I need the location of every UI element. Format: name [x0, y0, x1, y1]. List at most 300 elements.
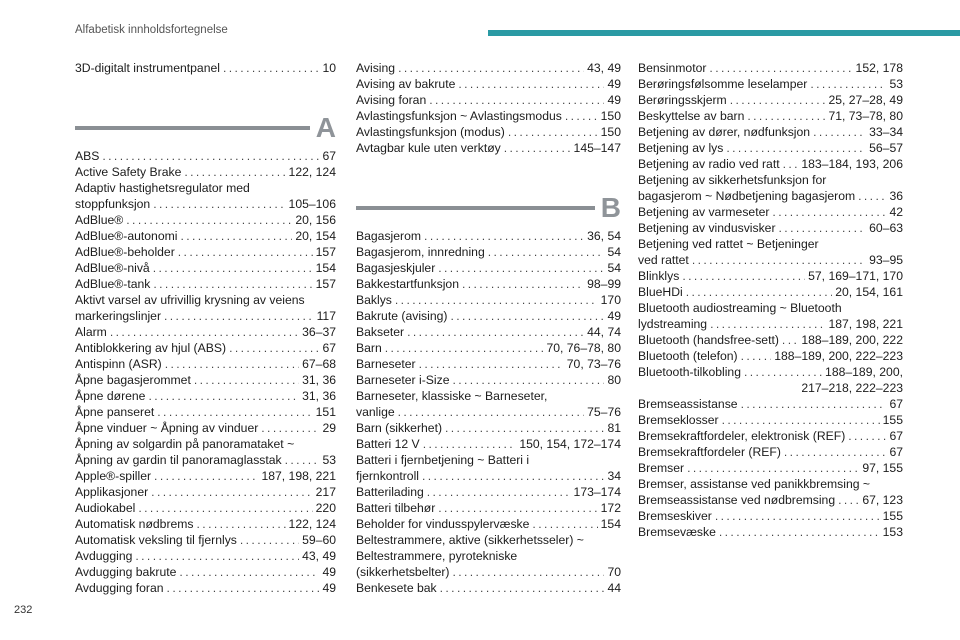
dot-leader: [813, 124, 866, 140]
dot-leader: [398, 60, 584, 76]
index-entry: [638, 204, 903, 220]
index-entry: [75, 420, 336, 436]
entry-term: AdBlue®-tank: [75, 277, 151, 291]
index-entry: [75, 548, 336, 564]
dot-leader: [148, 388, 299, 404]
entry-term: Bluetooth audiostreaming ~ Bluetooth: [638, 301, 842, 315]
entry-pages: 43, 49: [302, 549, 336, 563]
index-entry: [638, 268, 903, 284]
entry-pages: 97, 155: [862, 461, 903, 475]
dot-leader: [440, 580, 605, 596]
entry-pages: 49: [607, 77, 621, 91]
entry-pages: 150, 154, 172–174: [519, 437, 621, 451]
page-number: 232: [14, 604, 33, 616]
entry-term: fjernkontroll: [356, 469, 419, 483]
index-entry: [75, 276, 336, 292]
entry-term: Avising: [356, 61, 396, 75]
entry-pages: 33–34: [869, 125, 903, 139]
entry-pages: 49: [607, 93, 621, 107]
section-letter: B: [600, 192, 621, 223]
index-entry: [75, 500, 336, 516]
entry-pages: 70, 73–76: [566, 357, 621, 371]
dot-leader: [747, 108, 825, 124]
index-entry: [638, 252, 903, 268]
entry-term: Barn (sikkerhet): [356, 421, 443, 435]
entry-term: Active Safety Brake: [75, 165, 182, 179]
dot-leader: [858, 188, 886, 204]
entry-term: lydstreaming: [638, 317, 708, 331]
index-entry: [638, 412, 903, 428]
dot-leader: [508, 124, 598, 140]
index-entry: [638, 156, 903, 172]
index-entry: [356, 324, 621, 340]
entry-pages: 154: [600, 517, 621, 531]
dot-leader: [422, 468, 604, 484]
index-entry: [75, 436, 336, 452]
dot-leader: [419, 356, 564, 372]
entry-pages: 43, 49: [587, 61, 621, 75]
index-entry: [638, 108, 903, 124]
dot-leader: [178, 244, 313, 260]
index-entry: [638, 316, 903, 332]
entry-term: Automatisk nødbrems: [75, 517, 194, 531]
dot-leader: [184, 164, 285, 180]
dot-leader: [719, 524, 880, 540]
dot-leader: [179, 564, 319, 580]
entry-term: Benkesete bak: [356, 581, 437, 595]
index-entry: [356, 60, 621, 76]
entry-term: Alarm: [75, 325, 107, 339]
index-entry: [75, 516, 336, 532]
dot-leader: [488, 244, 605, 260]
section-divider: [356, 156, 621, 228]
entry-pages: 122, 124: [288, 517, 336, 531]
entry-pages: 34: [607, 469, 621, 483]
entry-pages: 217: [315, 485, 336, 499]
entry-pages: 25, 27–28, 49: [828, 93, 903, 107]
index-column-1: [75, 60, 336, 596]
entry-term: Bakseter: [356, 325, 405, 339]
entry-term: Betjening av varmeseter: [638, 205, 770, 219]
index-entry: [638, 524, 903, 540]
entry-pages: 75–76: [587, 405, 621, 419]
index-entry: [638, 60, 903, 76]
index-entry: [356, 484, 621, 500]
entry-term: Åpne vinduer ~ Åpning av vinduer: [75, 421, 259, 435]
entry-pages: 155: [882, 509, 903, 523]
entry-term: Betjening ved rattet ~ Betjeninger: [638, 237, 819, 251]
index-entry: [356, 532, 621, 548]
dot-leader: [110, 324, 299, 340]
index-entry: [356, 468, 621, 484]
index-entry: [638, 396, 903, 412]
dot-leader: [194, 372, 299, 388]
entry-pages: 157: [315, 277, 336, 291]
entry-pages: 49: [607, 309, 621, 323]
index-entry: [638, 380, 903, 396]
dot-leader: [779, 220, 867, 236]
index-entry: [638, 284, 903, 300]
entry-pages: 188–189, 200,: [825, 365, 903, 379]
dot-leader: [565, 108, 598, 124]
index-entry: [356, 340, 621, 356]
index-entry: [356, 244, 621, 260]
index-entry: [638, 348, 903, 364]
entry-term: 3D-digitalt instrumentpanel: [75, 61, 220, 75]
index-entry: [638, 236, 903, 252]
entry-pages: 49: [322, 581, 336, 595]
index-entry: [356, 516, 621, 532]
entry-term: Barneseter i-Size: [356, 373, 450, 387]
dot-leader: [423, 436, 517, 452]
entry-term: Bensinmotor: [638, 61, 707, 75]
index-entry: [356, 292, 621, 308]
index-entry: [356, 500, 621, 516]
entry-term: bagasjerom ~ Nødbetjening bagasjerom: [638, 189, 856, 203]
entry-pages: 188–189, 200, 222–223: [774, 349, 903, 363]
dot-leader: [167, 580, 320, 596]
entry-term: vanlige: [356, 405, 395, 419]
header-accent-bar: [488, 30, 960, 36]
entry-term: Bluetooth (telefon): [638, 349, 738, 363]
entry-term: Audiokabel: [75, 501, 136, 515]
entry-term: Betjening av radio ved ratt: [638, 157, 780, 171]
dot-leader: [398, 404, 584, 420]
index-entry: [356, 356, 621, 372]
entry-pages: 80: [607, 373, 621, 387]
index-entry: [638, 124, 903, 140]
entry-pages: 67: [889, 445, 903, 459]
entry-pages: 187, 198, 221: [261, 469, 336, 483]
index-entry: [75, 164, 336, 180]
index-entry: [638, 364, 903, 380]
entry-term: Betjening av lys: [638, 141, 724, 155]
index-entry: [638, 92, 903, 108]
dot-leader: [810, 76, 886, 92]
entry-pages: 44, 74: [587, 325, 621, 339]
entry-term: Barneseter: [356, 357, 416, 371]
index-entry: [75, 356, 336, 372]
index-entry: [75, 452, 336, 468]
dot-leader: [157, 404, 312, 420]
entry-term: Bremser, assistanse ved panikkbremsing ~: [638, 477, 871, 491]
entry-pages: 54: [607, 261, 621, 275]
entry-pages: 53: [889, 77, 903, 91]
dot-leader: [730, 92, 826, 108]
entry-term: Bagasjerom: [356, 229, 422, 243]
index-entry: [638, 76, 903, 92]
index-entry: [356, 124, 621, 140]
entry-term: Batteri i fjernbetjening ~ Batteri i: [356, 453, 530, 467]
entry-pages: 67, 123: [862, 493, 903, 507]
index-entry: [75, 580, 336, 596]
dot-leader: [153, 276, 312, 292]
index-entry: [638, 220, 903, 236]
index-entry: [75, 260, 336, 276]
entry-pages: 49: [322, 565, 336, 579]
dot-leader: [151, 484, 312, 500]
entry-pages: 36: [889, 189, 903, 203]
entry-term: Åpning av solgardin på panoramataket ~: [75, 437, 295, 451]
entry-pages: 53: [322, 453, 336, 467]
entry-term: Bagasjerom, innredning: [356, 245, 485, 259]
entry-term: AdBlue®-nivå: [75, 261, 150, 275]
dot-leader: [682, 268, 805, 284]
entry-term: AdBlue®: [75, 213, 124, 227]
index-entry: [638, 300, 903, 316]
entry-pages: 220: [315, 501, 336, 515]
entry-pages: 70: [607, 565, 621, 579]
index-column-2: [356, 60, 621, 596]
dot-leader: [532, 516, 597, 532]
entry-pages: 152, 178: [855, 61, 903, 75]
index-entry: [356, 372, 621, 388]
entry-term: Avising av bakrute: [356, 77, 456, 91]
dot-leader: [783, 156, 799, 172]
entry-pages: 183–184, 193, 206: [801, 157, 903, 171]
entry-term: Beholder for vindusspylervæske: [356, 517, 530, 531]
index-entry: [75, 468, 336, 484]
entry-term: markeringslinjer: [75, 309, 162, 323]
entry-pages: 155: [882, 413, 903, 427]
entry-pages: 60–63: [869, 221, 903, 235]
dot-leader: [726, 140, 866, 156]
index-entry: [356, 308, 621, 324]
entry-pages: 71, 73–78, 80: [828, 109, 903, 123]
dot-leader: [164, 308, 314, 324]
index-entry: [638, 492, 903, 508]
dot-leader: [445, 420, 604, 436]
index-entry: [75, 564, 336, 580]
entry-term: Bluetooth (handsfree-sett): [638, 333, 779, 347]
dot-leader: [135, 548, 299, 564]
entry-term: (sikkerhetsbelter): [356, 565, 450, 579]
dot-leader: [782, 332, 798, 348]
entry-pages: 54: [607, 245, 621, 259]
entry-term: Bremsekraftfordeler, elektronisk (REF): [638, 429, 846, 443]
entry-pages: 20, 156: [295, 213, 336, 227]
section-rule: [356, 206, 595, 210]
dot-leader: [395, 292, 598, 308]
entry-term: Bremsevæske: [638, 525, 716, 539]
dot-leader: [261, 420, 319, 436]
entry-pages: 172: [600, 501, 621, 515]
index-entry: [356, 108, 621, 124]
entry-pages: 31, 36: [302, 373, 336, 387]
entry-term: Batterilading: [356, 485, 424, 499]
section-letter: A: [315, 112, 336, 143]
section-divider: [75, 76, 336, 148]
entry-term: stoppfunksjon: [75, 197, 151, 211]
entry-term: Adaptiv hastighetsregulator med: [75, 181, 250, 195]
index-entry: [638, 332, 903, 348]
index-entry: [638, 476, 903, 492]
entry-term: Betjening av sikkerhetsfunksjon for: [638, 173, 827, 187]
entry-pages: 56–57: [869, 141, 903, 155]
index-entry: [356, 76, 621, 92]
entry-term: Baklys: [356, 293, 392, 307]
entry-pages: 105–106: [288, 197, 336, 211]
dot-leader: [450, 308, 604, 324]
entry-pages: 59–60: [302, 533, 336, 547]
dot-leader: [229, 340, 319, 356]
entry-term: Avdugging foran: [75, 581, 164, 595]
entry-pages: 157: [315, 245, 336, 259]
dot-leader: [102, 148, 319, 164]
index-entry: [75, 292, 336, 308]
entry-term: Avlastingsfunksjon (modus): [356, 125, 505, 139]
entry-term: Bluetooth-tilkobling: [638, 365, 741, 379]
index-entry: [356, 140, 621, 156]
index-entry: [356, 564, 621, 580]
index-entry: [75, 324, 336, 340]
entry-term: Åpne bagasjerommet: [75, 373, 191, 387]
index-entry: [356, 260, 621, 276]
entry-pages: 67–68: [302, 357, 336, 371]
dot-leader: [165, 356, 299, 372]
dot-leader: [462, 276, 584, 292]
index-entry: [75, 532, 336, 548]
dot-leader: [715, 508, 880, 524]
dot-leader: [772, 204, 886, 220]
index-column-3: [638, 60, 903, 540]
dot-leader: [138, 500, 312, 516]
entry-pages: 170: [600, 293, 621, 307]
entry-pages: 29: [322, 421, 336, 435]
entry-pages: 81: [607, 421, 621, 435]
index-entry: [75, 196, 336, 212]
entry-term: ABS: [75, 149, 100, 163]
index-entry: [638, 508, 903, 524]
entry-term: Beltestrammere, pyrotekniske: [356, 549, 518, 563]
entry-term: Applikasjoner: [75, 485, 149, 499]
dot-leader: [744, 364, 822, 380]
entry-term: Barn: [356, 341, 382, 355]
dot-leader: [452, 564, 604, 580]
entry-term: Berøringsfølsomme leselamper: [638, 77, 808, 91]
index-entry: [75, 244, 336, 260]
entry-pages: 70, 76–78, 80: [546, 341, 621, 355]
entry-pages: 42: [889, 205, 903, 219]
index-entry: [356, 388, 621, 404]
entry-term: Beltestrammere, aktive (sikkerhetsseler) ~: [356, 533, 584, 547]
dot-leader: [687, 460, 859, 476]
entry-pages: 67: [322, 149, 336, 163]
entry-pages: 67: [889, 397, 903, 411]
entry-pages: 150: [600, 109, 621, 123]
index-entry: [75, 60, 336, 76]
entry-term: Avdugging bakrute: [75, 565, 177, 579]
dot-leader: [452, 372, 604, 388]
index-entry: [638, 140, 903, 156]
dot-leader: [407, 324, 584, 340]
index-entry: [75, 404, 336, 420]
dot-leader: [285, 452, 320, 468]
entry-term: Åpning av gardin til panoramaglasstak: [75, 453, 282, 467]
index-entry: [638, 172, 903, 188]
index-entry: [75, 484, 336, 500]
entry-term: Blinklys: [638, 269, 680, 283]
entry-term: Bremseklosser: [638, 413, 719, 427]
dot-leader: [741, 348, 772, 364]
entry-pages: 10: [322, 61, 336, 75]
entry-term: Bremsekraftfordeler (REF): [638, 445, 781, 459]
entry-term: Antispinn (ASR): [75, 357, 162, 371]
section-rule: [75, 126, 310, 130]
dot-leader: [848, 428, 886, 444]
entry-term: Berøringsskjerm: [638, 93, 727, 107]
index-entry: [638, 428, 903, 444]
index-entry: [638, 460, 903, 476]
dot-leader: [223, 60, 319, 76]
entry-term: Bakkestartfunksjon: [356, 277, 459, 291]
entry-term: Antiblokkering av hjul (ABS): [75, 341, 227, 355]
dot-leader: [692, 252, 866, 268]
entry-term: Bremseskiver: [638, 509, 712, 523]
index-entry: [75, 340, 336, 356]
dot-leader: [126, 212, 292, 228]
entry-term: BlueHDi: [638, 285, 683, 299]
entry-term: Avdugging: [75, 549, 133, 563]
entry-term: Avlastingsfunksjon ~ Avlastingsmodus: [356, 109, 562, 123]
entry-term: Barneseter, klassiske ~ Barneseter,: [356, 389, 548, 403]
index-entry: [75, 308, 336, 324]
index-entry: [75, 212, 336, 228]
index-entry: [356, 420, 621, 436]
entry-pages: 122, 124: [288, 165, 336, 179]
entry-pages: 117: [316, 309, 336, 323]
entry-pages: 67: [889, 429, 903, 443]
dot-leader: [180, 228, 292, 244]
entry-pages: 153: [882, 525, 903, 539]
index-entry: [638, 188, 903, 204]
entry-term: Betjening av vindusvisker: [638, 221, 776, 235]
dot-leader: [709, 60, 852, 76]
dot-leader: [424, 228, 584, 244]
index-entry: [75, 148, 336, 164]
entry-pages: 20, 154: [295, 229, 336, 243]
entry-pages: 187, 198, 221: [828, 317, 903, 331]
entry-term: Batteri tilbehør: [356, 501, 436, 515]
entry-pages: 173–174: [573, 485, 621, 499]
entry-pages: 98–99: [587, 277, 621, 291]
entry-term: Åpne panseret: [75, 405, 155, 419]
entry-term: Batteri 12 V: [356, 437, 420, 451]
index-entry: [356, 436, 621, 452]
entry-pages: 217–218, 222–223: [801, 381, 903, 395]
index-entry: [356, 92, 621, 108]
dot-leader: [197, 516, 286, 532]
index-entry: [356, 548, 621, 564]
entry-pages: 57, 169–171, 170: [808, 269, 903, 283]
dot-leader: [154, 468, 258, 484]
dot-leader: [385, 340, 544, 356]
entry-term: ved rattet: [638, 253, 689, 267]
index-entry: [75, 180, 336, 196]
entry-pages: 93–95: [869, 253, 903, 267]
index-entry: [638, 444, 903, 460]
dot-leader: [838, 492, 859, 508]
entry-term: Bakrute (avising): [356, 309, 448, 323]
dot-leader: [784, 444, 887, 460]
index-entry: [356, 404, 621, 420]
dot-leader: [429, 92, 604, 108]
entry-term: AdBlue®-autonomi: [75, 229, 178, 243]
entry-pages: 36, 54: [587, 229, 621, 243]
entry-term: Aktivt varsel av ufrivillig krysning av veiens: [75, 293, 305, 307]
entry-pages: 20, 154, 161: [835, 285, 903, 299]
dot-leader: [741, 396, 887, 412]
